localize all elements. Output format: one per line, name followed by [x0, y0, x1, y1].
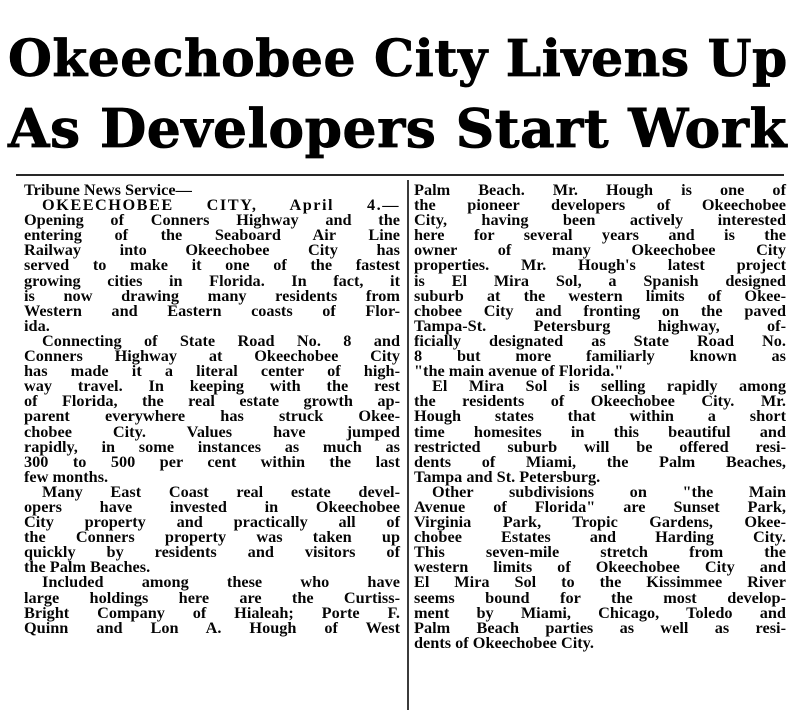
headline-line-1: Okeechobee City Livens Up [8, 29, 788, 88]
article-line: Other subdivisions on "the Main [432, 481, 786, 501]
article-line: ida. [24, 315, 50, 335]
article-line: 8 but more familiarly known as [414, 346, 786, 366]
article-line: way travel. In keeping with the rest [24, 376, 400, 396]
article-line: suburb at the western limits of Okee- [414, 285, 786, 305]
article-line: El Mira Sol to the Kissimmee River [414, 572, 786, 592]
article-line: Western and Eastern coasts of Flor- [24, 300, 400, 320]
article-line: "the main avenue of Florida." [414, 361, 624, 381]
article-line: restricted suburb will be offered resi- [414, 436, 786, 456]
article-line: Virginia Park, Tropic Gardens, Okee- [414, 512, 786, 532]
article-line: El Mira Sol is selling rapidly among [432, 376, 786, 396]
article-line: is now drawing many residents from [24, 285, 400, 305]
article-line: Included among these who have [42, 572, 400, 592]
article-line: City property and practically all of [24, 512, 400, 532]
article-line: dents of Okeechobee City. [414, 632, 594, 652]
article-line: here for several years and is the [414, 225, 786, 245]
article-line: few months. [24, 466, 109, 486]
article-line: 300 to 500 per cent within the last [24, 451, 400, 471]
article-line: Hough states that within a short [414, 406, 786, 426]
column-divider [407, 180, 409, 710]
article-line: entering of the Seaboard Air Line [24, 225, 400, 245]
article-line: chobee City and fronting on the paved [414, 300, 786, 320]
article-line: chobee City. Values have jumped [24, 421, 400, 441]
article-line: time homesites in this beautiful and [414, 421, 786, 441]
article-line: Railway into Okeechobee City has [24, 240, 400, 260]
article-line: the residents of Okeechobee City. Mr. [414, 391, 786, 411]
article-line: of Florida, the real estate growth ap- [24, 391, 400, 411]
article-line: western limits of Okeechobee City and [414, 557, 786, 577]
article-line: quickly by residents and visitors of [24, 542, 400, 562]
article-line: Palm Beach. Mr. Hough is one of [414, 180, 786, 199]
article-line: Tribune News Service— [24, 180, 192, 199]
article-line: dents of Miami, the Palm Beaches, [414, 451, 786, 471]
article-line: ficially designated as State Road No. [414, 330, 786, 350]
article-line: Opening of Conners Highway and the [24, 210, 400, 230]
article-column-left [24, 182, 400, 635]
article-line: rapidly, in some instances as much as [24, 436, 400, 456]
headline-line-2: As Developers Start Work [8, 97, 788, 160]
article-line: served to make it one of the fastest [24, 255, 400, 275]
article-line: Tampa-St. Petersburg highway, of- [414, 315, 786, 335]
article-line: the pioneer developers of Okeechobee [414, 195, 786, 215]
headline-rule [16, 174, 784, 176]
article-line: the Conners property was taken up [24, 527, 400, 547]
article-line: parent everywhere has struck Okee- [24, 406, 400, 426]
article-line: properties. Mr. Hough's latest project [414, 255, 786, 275]
article-line: Many East Coast real estate devel- [42, 481, 400, 501]
article-line: chobee Estates and Harding City. [414, 527, 786, 547]
article-line: seems bound for the most develop- [414, 587, 786, 607]
article-column-right [414, 182, 786, 650]
article-line: Tampa and St. Petersburg. [414, 466, 601, 486]
article-line: has made it a literal center of high- [24, 361, 400, 381]
article-line: owner of many Okeechobee City [414, 240, 786, 260]
article-line: Quinn and Lon A. Hough of West [24, 617, 400, 637]
article-line: Bright Company of Hialeah; Porte F. [24, 602, 400, 622]
article-line: the Palm Beaches. [24, 557, 151, 577]
article-line: Palm Beach parties as well as resi- [414, 617, 786, 637]
article-line: This seven-mile stretch from the [414, 542, 786, 562]
article-line: City, having been actively interested [414, 210, 786, 230]
article-line: Conners Highway at Okeechobee City [24, 346, 400, 366]
article-line: Connecting of State Road No. 8 and [42, 330, 400, 350]
article-line: opers have invested in Okeechobee [24, 496, 400, 516]
article-line: ment by Miami, Chicago, Toledo and [414, 602, 786, 622]
article-line: large holdings here are the Curtiss- [24, 587, 400, 607]
article-line: Avenue of Florida" are Sunset Park, [414, 496, 786, 516]
article-line: growing cities in Florida. In fact, it [24, 270, 400, 290]
article-line: OKEECHOBEE CITY, April 4.— [42, 195, 400, 215]
article-line: is El Mira Sol, a Spanish designed [414, 270, 786, 290]
